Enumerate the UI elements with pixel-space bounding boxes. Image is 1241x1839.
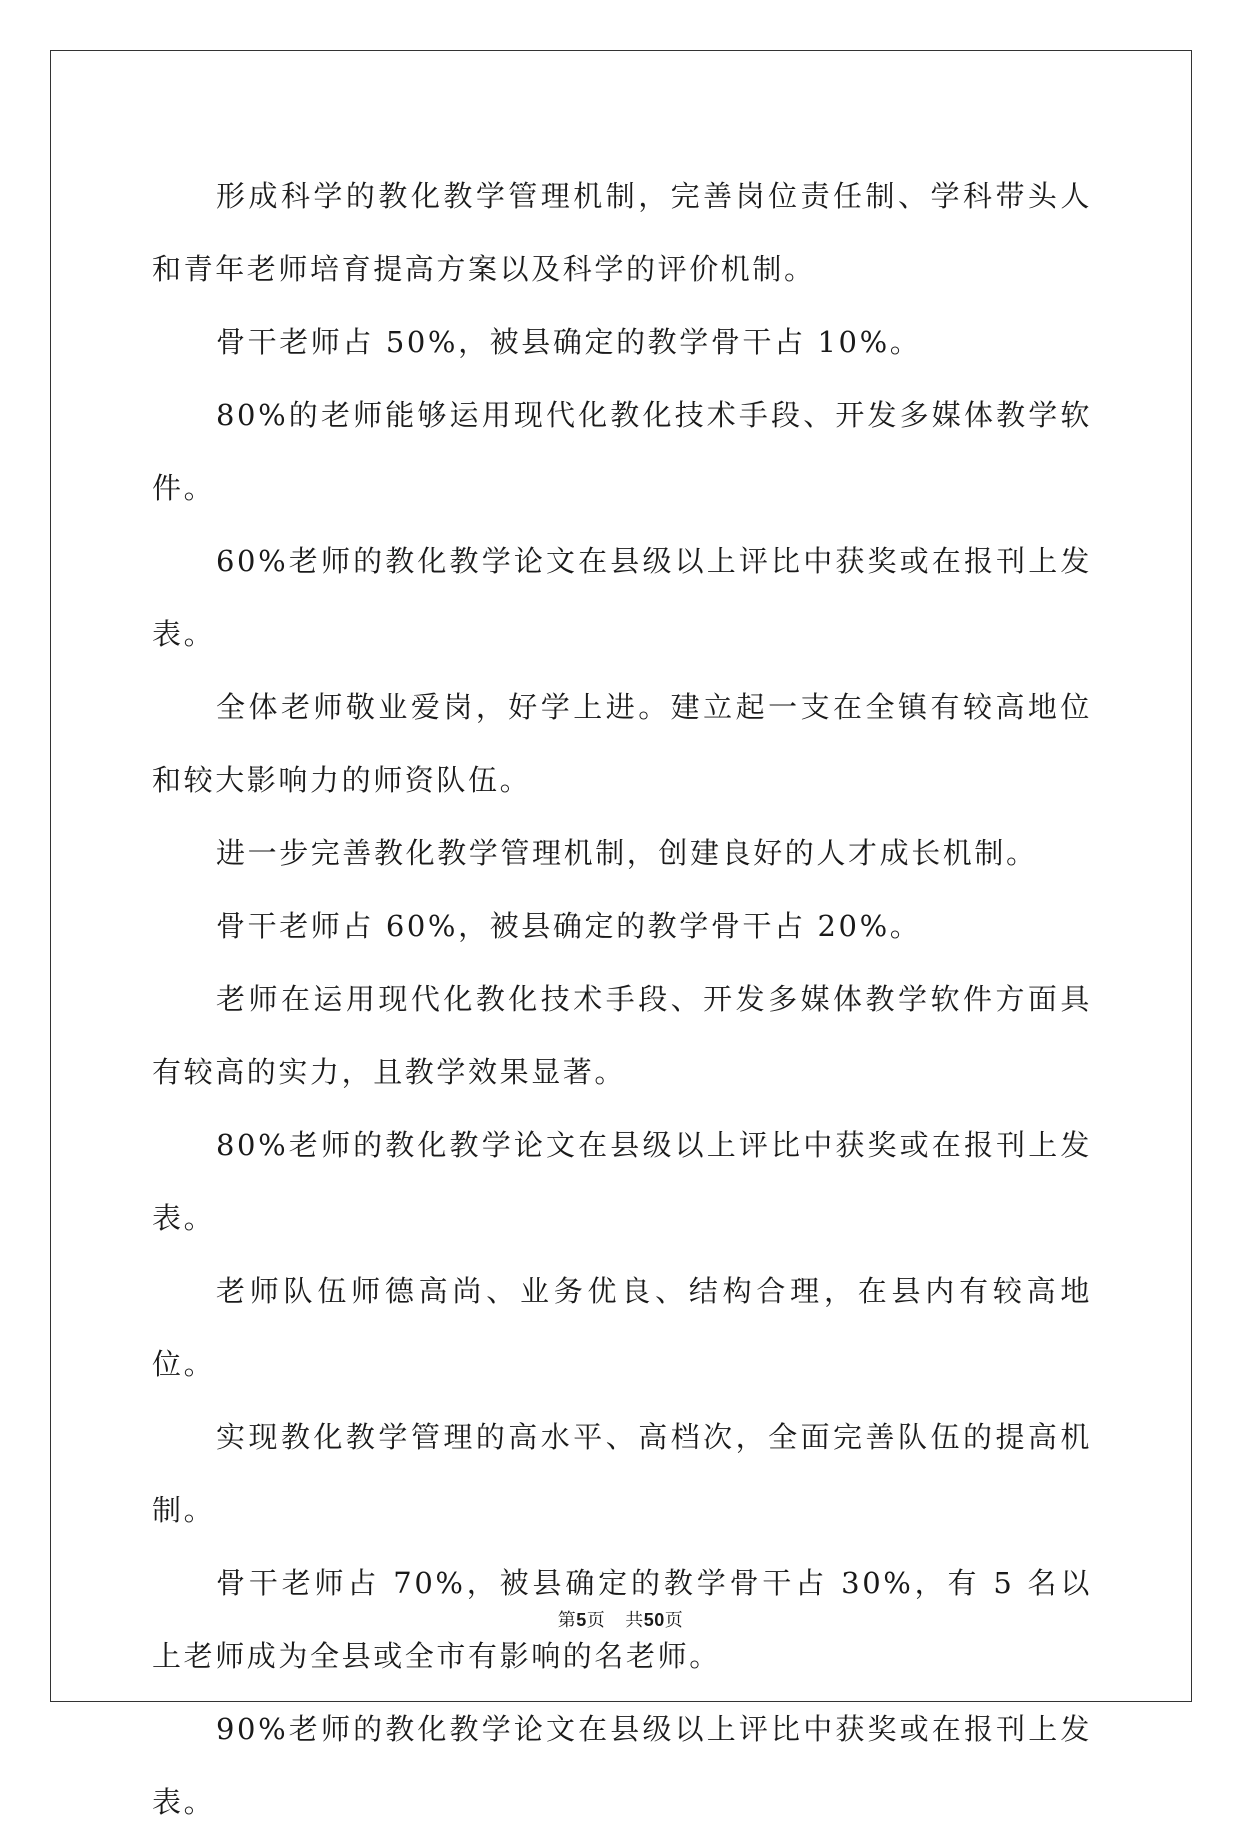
paragraph: 60%老师的教化教学论文在县级以上评比中获奖或在报刊上发表。 [152,544,1092,651]
paragraph: 骨干老师占 60%，被县确定的教学骨干占 20%。 [216,909,922,943]
paragraph: 80%的老师能够运用现代化教化技术手段、开发多媒体教学软件。 [152,398,1092,505]
paragraph: 骨干老师占 70%，被县确定的教学骨干占 30%，有 5 名以上老师成为全县或全市有影响的名老师。 [152,1566,1092,1673]
paragraph: 80%老师的教化教学论文在县级以上评比中获奖或在报刊上发表。 [152,1128,1092,1235]
paragraph: 老师队伍师德高尚、业务优良、结构合理，在县内有较高地位。 [152,1274,1092,1381]
page-prefix: 第 [557,1610,577,1631]
total-suffix: 页 [664,1610,684,1631]
paragraph: 90%老师的教化教学论文在县级以上评比中获奖或在报刊上发表。 [152,1712,1092,1819]
paragraph: 形成科学的教化教学管理机制，完善岗位责任制、学科带头人和青年老师培育提高方案以及科学的评价机制。 [152,179,1092,286]
total-prefix: 共 [625,1610,644,1631]
paragraph: 老师在运用现代化教化技术手段、开发多媒体教学软件方面具有较高的实力，且教学效果显著。 [152,982,1092,1089]
total-pages: 50 [643,1610,665,1630]
paragraph: 实现教化教学管理的高水平、高档次，全面完善队伍的提高机制。 [152,1420,1092,1527]
document-body [152,160,1092,1839]
page-suffix: 页 [586,1610,606,1631]
paragraph: 全体老师敬业爱岗，好学上进。建立起一支在全镇有较高地位和较大影响力的师资队伍。 [152,690,1092,797]
paragraph: 进一步完善教化教学管理机制，创建良好的人才成长机制。 [216,836,1038,870]
page-number: 5 [576,1610,587,1630]
paragraph: 骨干老师占 50%，被县确定的教学骨干占 10%。 [216,325,922,359]
page-footer [0,1606,1241,1632]
